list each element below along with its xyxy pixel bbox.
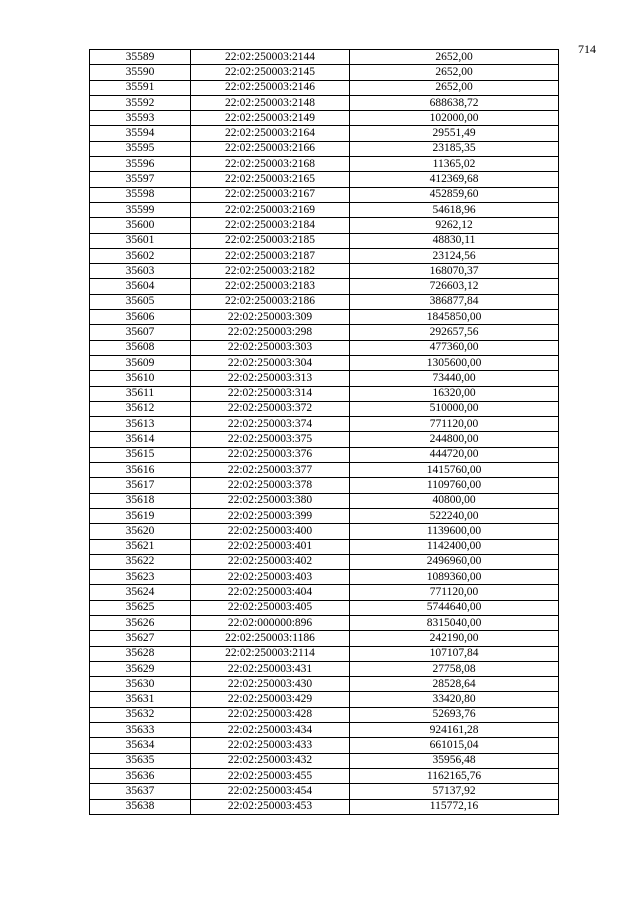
table-row	[90, 248, 559, 263]
table-row	[90, 95, 559, 110]
table-row	[90, 707, 559, 722]
row-number-cell: 35599	[90, 202, 191, 217]
table-row	[90, 187, 559, 202]
cadastral-number-cell: 22:02:250003:303	[191, 340, 350, 355]
table-body	[90, 50, 559, 815]
cadastral-value-cell: 29551,49	[350, 126, 559, 141]
cadastral-number-cell: 22:02:250003:2146	[191, 80, 350, 95]
row-number-cell: 35638	[90, 799, 191, 814]
row-number-cell: 35622	[90, 554, 191, 569]
table-row	[90, 65, 559, 80]
cadastral-value-cell: 771120,00	[350, 417, 559, 432]
cadastral-value-cell: 23185,35	[350, 141, 559, 156]
table-row	[90, 294, 559, 309]
cadastral-number-cell: 22:02:250003:404	[191, 585, 350, 600]
row-number-cell: 35616	[90, 463, 191, 478]
table-row	[90, 447, 559, 462]
cadastral-value-cell: 5744640,00	[350, 600, 559, 615]
cadastral-number-cell: 22:02:250003:2182	[191, 264, 350, 279]
cadastral-value-cell: 54618,96	[350, 202, 559, 217]
row-number-cell: 35629	[90, 661, 191, 676]
table-row	[90, 141, 559, 156]
cadastral-number-cell: 22:02:250003:2165	[191, 172, 350, 187]
table-row	[90, 615, 559, 630]
table-row	[90, 371, 559, 386]
table-row	[90, 631, 559, 646]
row-number-cell: 35613	[90, 417, 191, 432]
cadastral-value-cell: 28528,64	[350, 677, 559, 692]
cadastral-value-cell: 924161,28	[350, 723, 559, 738]
cadastral-value-cell: 452859,60	[350, 187, 559, 202]
row-number-cell: 35589	[90, 50, 191, 65]
cadastral-number-cell: 22:02:250003:304	[191, 355, 350, 370]
cadastral-number-cell: 22:02:250003:372	[191, 401, 350, 416]
row-number-cell: 35637	[90, 784, 191, 799]
row-number-cell: 35635	[90, 753, 191, 768]
row-number-cell: 35631	[90, 692, 191, 707]
table-row	[90, 692, 559, 707]
row-number-cell: 35594	[90, 126, 191, 141]
table-row	[90, 600, 559, 615]
cadastral-value-cell: 510000,00	[350, 401, 559, 416]
cadastral-number-cell: 22:02:250003:399	[191, 508, 350, 523]
table-row	[90, 478, 559, 493]
cadastral-value-cell: 48830,11	[350, 233, 559, 248]
table-row	[90, 585, 559, 600]
row-number-cell: 35608	[90, 340, 191, 355]
cadastral-number-cell: 22:02:250003:400	[191, 524, 350, 539]
table-row	[90, 233, 559, 248]
cadastral-number-cell: 22:02:250003:2169	[191, 202, 350, 217]
cadastral-value-cell: 73440,00	[350, 371, 559, 386]
table-row	[90, 50, 559, 65]
row-number-cell: 35603	[90, 264, 191, 279]
table-row	[90, 401, 559, 416]
cadastral-number-cell: 22:02:250003:378	[191, 478, 350, 493]
cadastral-value-cell: 412369,68	[350, 172, 559, 187]
cadastral-value-cell: 1845850,00	[350, 310, 559, 325]
cadastral-value-cell: 8315040,00	[350, 615, 559, 630]
cadastral-value-cell: 33420,80	[350, 692, 559, 707]
cadastral-value-cell: 688638,72	[350, 95, 559, 110]
row-number-cell: 35611	[90, 386, 191, 401]
cadastral-value-cell: 2496960,00	[350, 554, 559, 569]
cadastral-value-cell: 1139600,00	[350, 524, 559, 539]
cadastral-number-cell: 22:02:250003:314	[191, 386, 350, 401]
row-number-cell: 35633	[90, 723, 191, 738]
cadastral-value-cell: 2652,00	[350, 50, 559, 65]
cadastral-number-cell: 22:02:250003:430	[191, 677, 350, 692]
row-number-cell: 35630	[90, 677, 191, 692]
row-number-cell: 35621	[90, 539, 191, 554]
cadastral-value-cell: 16320,00	[350, 386, 559, 401]
table-row	[90, 799, 559, 814]
cadastral-number-cell: 22:02:250003:374	[191, 417, 350, 432]
cadastral-number-cell: 22:02:250003:2167	[191, 187, 350, 202]
cadastral-number-cell: 22:02:250003:2185	[191, 233, 350, 248]
table-row	[90, 524, 559, 539]
table-row	[90, 325, 559, 340]
cadastral-value-cell: 726603,12	[350, 279, 559, 294]
cadastral-value-cell: 115772,16	[350, 799, 559, 814]
cadastral-value-cell: 477360,00	[350, 340, 559, 355]
cadastral-value-cell: 661015,04	[350, 738, 559, 753]
table-row	[90, 80, 559, 95]
row-number-cell: 35591	[90, 80, 191, 95]
cadastral-number-cell: 22:02:250003:402	[191, 554, 350, 569]
cadastral-value-cell: 102000,00	[350, 111, 559, 126]
cadastral-value-cell: 1162165,76	[350, 768, 559, 783]
page-number: 714	[578, 42, 596, 56]
row-number-cell: 35620	[90, 524, 191, 539]
table-row	[90, 111, 559, 126]
cadastral-value-cell: 242190,00	[350, 631, 559, 646]
row-number-cell: 35632	[90, 707, 191, 722]
table-row	[90, 570, 559, 585]
table-row	[90, 126, 559, 141]
table-row	[90, 539, 559, 554]
table-row	[90, 463, 559, 478]
cadastral-value-cell: 244800,00	[350, 432, 559, 447]
row-number-cell: 35602	[90, 248, 191, 263]
cadastral-value-cell: 292657,56	[350, 325, 559, 340]
cadastral-number-cell: 22:02:250003:2166	[191, 141, 350, 156]
table-row	[90, 355, 559, 370]
cadastral-value-cell: 11365,02	[350, 157, 559, 172]
cadastral-number-cell: 22:02:250003:454	[191, 784, 350, 799]
row-number-cell: 35598	[90, 187, 191, 202]
cadastral-number-cell: 22:02:250003:428	[191, 707, 350, 722]
cadastral-number-cell: 22:02:250003:309	[191, 310, 350, 325]
table-row	[90, 493, 559, 508]
cadastral-value-cell: 107107,84	[350, 646, 559, 661]
cadastral-number-cell: 22:02:250003:2114	[191, 646, 350, 661]
row-number-cell: 35610	[90, 371, 191, 386]
cadastral-number-cell: 22:02:250003:1186	[191, 631, 350, 646]
cadastral-number-cell: 22:02:250003:380	[191, 493, 350, 508]
cadastral-number-cell: 22:02:250003:2164	[191, 126, 350, 141]
table-row	[90, 417, 559, 432]
table-row	[90, 386, 559, 401]
cadastral-number-cell: 22:02:250003:429	[191, 692, 350, 707]
cadastral-number-cell: 22:02:250003:298	[191, 325, 350, 340]
table-row	[90, 677, 559, 692]
table-row	[90, 646, 559, 661]
cadastral-value-cell: 35956,48	[350, 753, 559, 768]
row-number-cell: 35595	[90, 141, 191, 156]
row-number-cell: 35600	[90, 218, 191, 233]
table-row	[90, 768, 559, 783]
cadastral-value-cell: 9262,12	[350, 218, 559, 233]
cadastral-number-cell: 22:02:250003:401	[191, 539, 350, 554]
cadastral-value-cell: 1142400,00	[350, 539, 559, 554]
cadastral-number-cell: 22:02:250003:431	[191, 661, 350, 676]
cadastral-value-cell: 1305600,00	[350, 355, 559, 370]
row-number-cell: 35605	[90, 294, 191, 309]
row-number-cell: 35625	[90, 600, 191, 615]
table-row	[90, 264, 559, 279]
cadastral-value-cell: 2652,00	[350, 65, 559, 80]
cadastral-value-cell: 23124,56	[350, 248, 559, 263]
cadastral-number-cell: 22:02:250003:405	[191, 600, 350, 615]
cadastral-number-cell: 22:02:250003:2168	[191, 157, 350, 172]
table-row	[90, 554, 559, 569]
row-number-cell: 35596	[90, 157, 191, 172]
cadastral-value-cell: 40800,00	[350, 493, 559, 508]
cadastral-number-cell: 22:02:000000:896	[191, 615, 350, 630]
table-row	[90, 753, 559, 768]
row-number-cell: 35601	[90, 233, 191, 248]
cadastral-number-cell: 22:02:250003:2145	[191, 65, 350, 80]
row-number-cell: 35636	[90, 768, 191, 783]
table-row	[90, 508, 559, 523]
table-row	[90, 157, 559, 172]
row-number-cell: 35614	[90, 432, 191, 447]
table-row	[90, 218, 559, 233]
cadastral-value-cell: 1415760,00	[350, 463, 559, 478]
table-row	[90, 432, 559, 447]
cadastral-value-cell: 2652,00	[350, 80, 559, 95]
row-number-cell: 35624	[90, 585, 191, 600]
table-row	[90, 279, 559, 294]
cadastral-value-cell: 57137,92	[350, 784, 559, 799]
cadastral-value-cell: 771120,00	[350, 585, 559, 600]
table-row	[90, 202, 559, 217]
cadastral-number-cell: 22:02:250003:2186	[191, 294, 350, 309]
cadastral-value-cell: 1109760,00	[350, 478, 559, 493]
cadastral-value-cell: 386877,84	[350, 294, 559, 309]
row-number-cell: 35634	[90, 738, 191, 753]
cadastral-number-cell: 22:02:250003:2148	[191, 95, 350, 110]
cadastral-value-cell: 27758,08	[350, 661, 559, 676]
cadastral-value-cell: 168070,37	[350, 264, 559, 279]
row-number-cell: 35604	[90, 279, 191, 294]
cadastral-value-cell: 1089360,00	[350, 570, 559, 585]
table-row	[90, 172, 559, 187]
cadastral-number-cell: 22:02:250003:455	[191, 768, 350, 783]
cadastral-number-cell: 22:02:250003:313	[191, 371, 350, 386]
cadastral-number-cell: 22:02:250003:403	[191, 570, 350, 585]
row-number-cell: 35612	[90, 401, 191, 416]
table-row	[90, 310, 559, 325]
table-row	[90, 738, 559, 753]
cadastral-number-cell: 22:02:250003:2183	[191, 279, 350, 294]
cadastral-number-cell: 22:02:250003:377	[191, 463, 350, 478]
cadastral-value-cell: 52693,76	[350, 707, 559, 722]
row-number-cell: 35593	[90, 111, 191, 126]
cadastral-number-cell: 22:02:250003:375	[191, 432, 350, 447]
row-number-cell: 35606	[90, 310, 191, 325]
cadastral-number-cell: 22:02:250003:432	[191, 753, 350, 768]
cadastral-number-cell: 22:02:250003:2149	[191, 111, 350, 126]
cadastral-value-cell: 522240,00	[350, 508, 559, 523]
cadastral-number-cell: 22:02:250003:453	[191, 799, 350, 814]
row-number-cell: 35628	[90, 646, 191, 661]
row-number-cell: 35618	[90, 493, 191, 508]
cadastral-number-cell: 22:02:250003:433	[191, 738, 350, 753]
table-row	[90, 661, 559, 676]
cadastral-number-cell: 22:02:250003:2144	[191, 50, 350, 65]
table-row	[90, 723, 559, 738]
cadastral-value-table	[89, 49, 559, 815]
table-row	[90, 784, 559, 799]
row-number-cell: 35617	[90, 478, 191, 493]
row-number-cell: 35623	[90, 570, 191, 585]
row-number-cell: 35607	[90, 325, 191, 340]
cadastral-number-cell: 22:02:250003:376	[191, 447, 350, 462]
table-row	[90, 340, 559, 355]
row-number-cell: 35619	[90, 508, 191, 523]
cadastral-value-cell: 444720,00	[350, 447, 559, 462]
row-number-cell: 35615	[90, 447, 191, 462]
row-number-cell: 35627	[90, 631, 191, 646]
row-number-cell: 35609	[90, 355, 191, 370]
cadastral-number-cell: 22:02:250003:2184	[191, 218, 350, 233]
cadastral-number-cell: 22:02:250003:2187	[191, 248, 350, 263]
row-number-cell: 35597	[90, 172, 191, 187]
cadastral-number-cell: 22:02:250003:434	[191, 723, 350, 738]
row-number-cell: 35626	[90, 615, 191, 630]
row-number-cell: 35592	[90, 95, 191, 110]
row-number-cell: 35590	[90, 65, 191, 80]
